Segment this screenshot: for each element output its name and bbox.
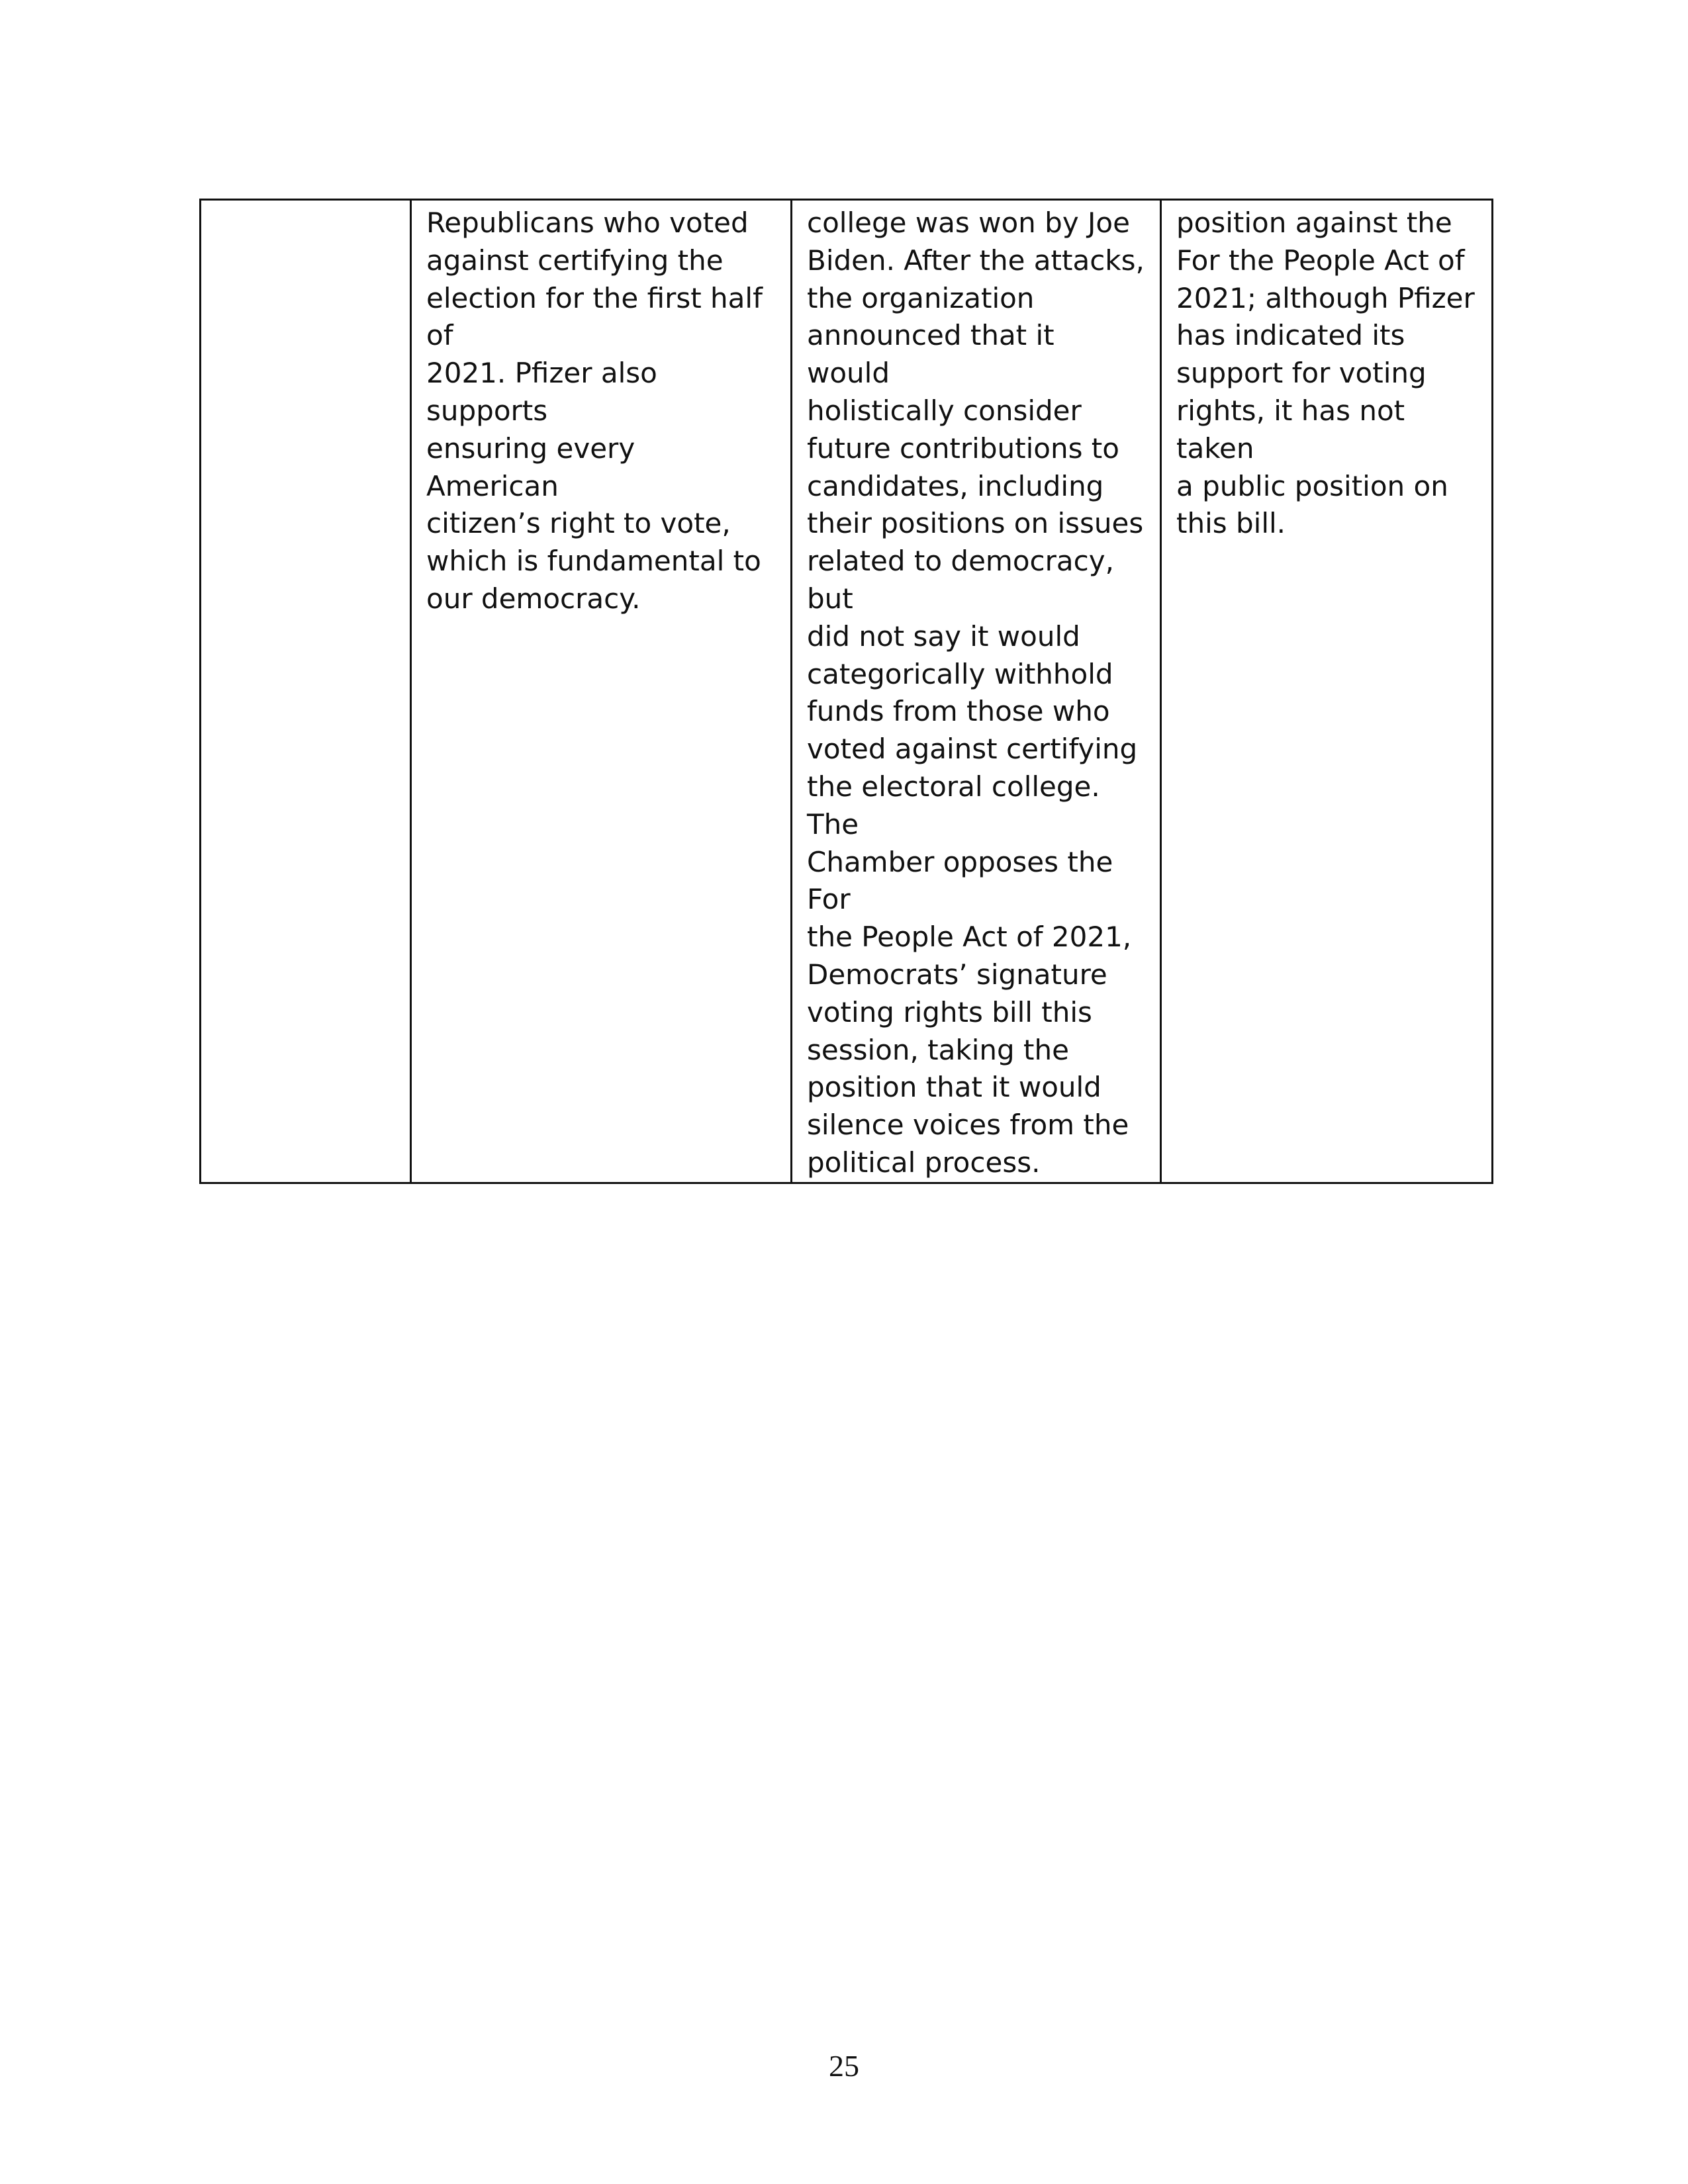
content-table <box>199 199 1493 1184</box>
page-number: 25 <box>829 2049 859 2083</box>
table-cell-chamber-statement <box>792 200 1161 1183</box>
cell-text-2: Republicans who voted against certifying the election for the first half of 2021. Pfizer also supports ensuring every American citizen’s right to vote, which is fundamental to our democracy. <box>426 206 763 615</box>
table-cell-pfizer-statement <box>411 200 792 1183</box>
cell-text-1 <box>201 201 410 205</box>
table-row <box>201 200 1493 1183</box>
table-cell-empty <box>201 200 411 1183</box>
table-cell-position <box>1161 200 1493 1183</box>
cell-text-4: position against the For the People Act of 2021; although Pfizer has indicated its support for voting rights, it has not taken a public position on this bill. <box>1176 206 1475 540</box>
cell-text-3: college was won by Joe Biden. After the attacks, the organization announced that it would holistically consider future contributions to candidates, including their positions on issues related to democracy, but did not say it would categorically withhold funds from those who voted against certifying the electoral college. The Chamber opposes the For the People Act of 2021, Democrats’ signature voting rights bill this session, taking the position that it would silence voices from the political process. <box>807 206 1145 1179</box>
